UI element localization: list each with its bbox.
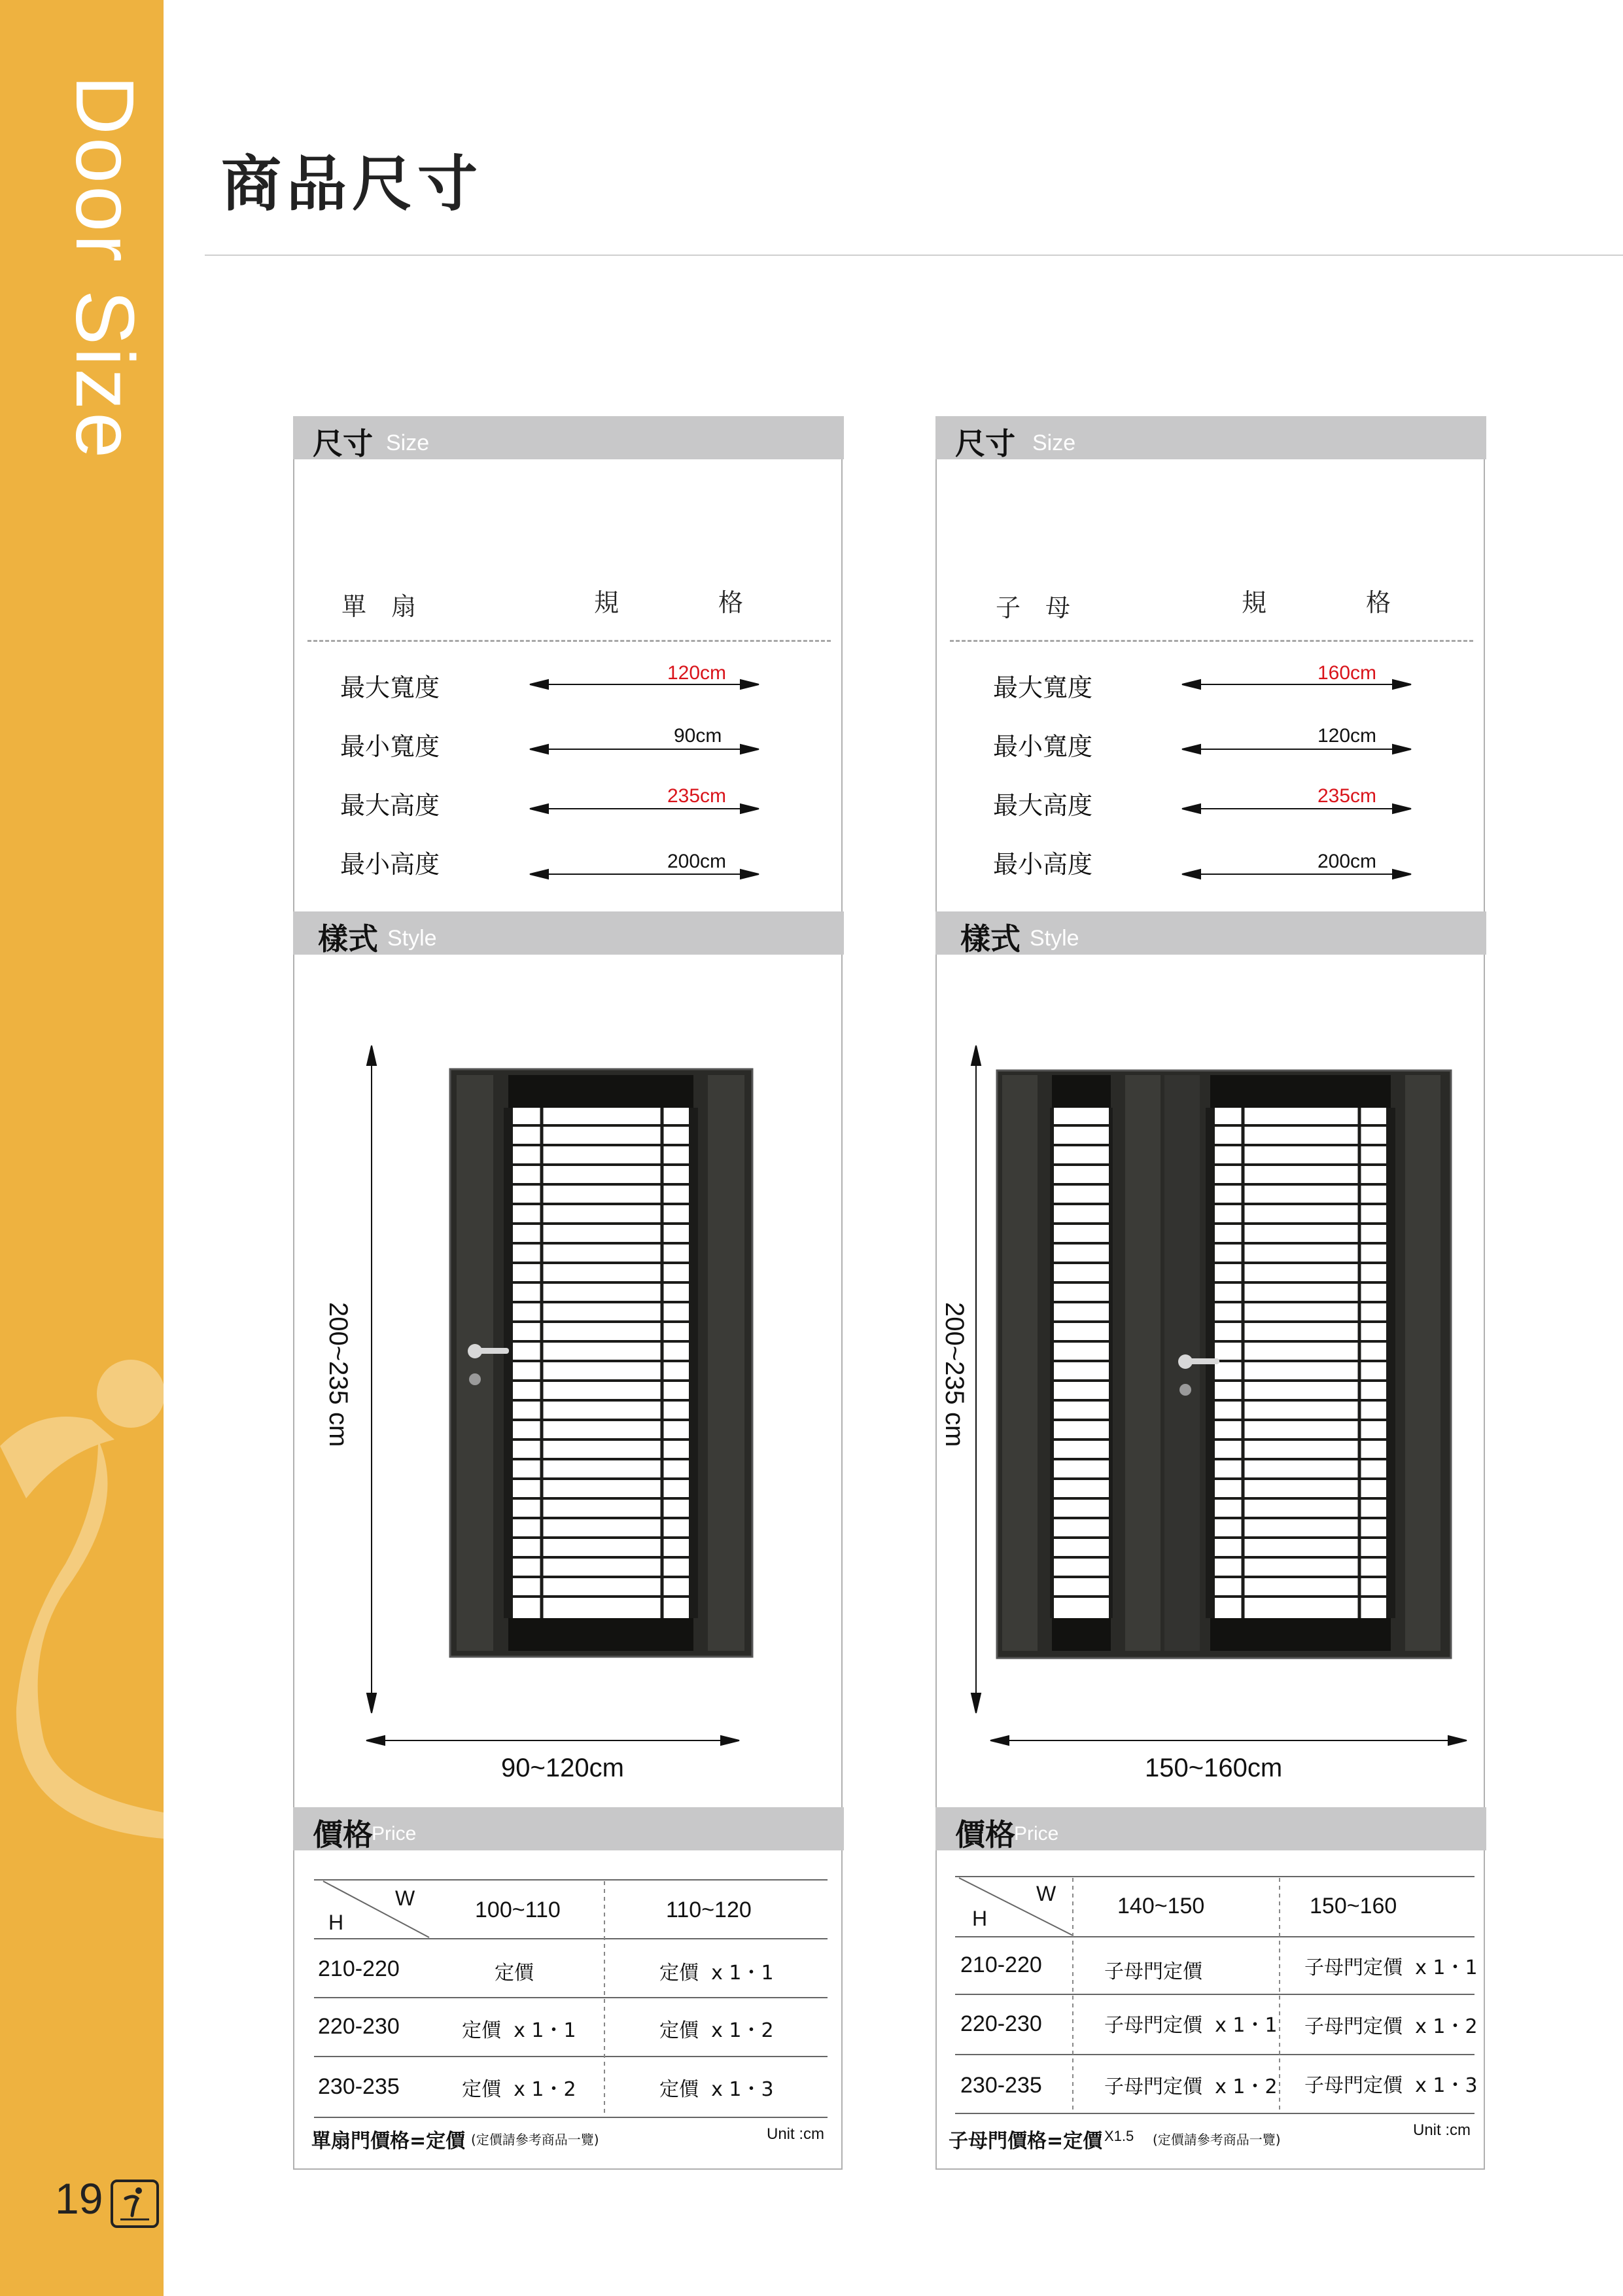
table-cell: 定價 x 1・1 [462, 2019, 576, 2042]
table-row-header: 230-235 [960, 2073, 1042, 2098]
price-table-lines [937, 417, 1486, 2171]
price-footer-note: (定價請參考商品一覽) [471, 2132, 599, 2147]
spec-label: 最大高度 [340, 791, 440, 820]
table-cell: 定價 [495, 1962, 534, 1985]
table-w-label: W [1036, 1882, 1056, 1905]
person-silhouette-icon [0, 1341, 164, 1865]
table-column-header: 140~150 [1117, 1894, 1205, 1918]
spec-value: 235cm [667, 785, 727, 807]
width-dimension: 150~160cm [1145, 1754, 1283, 1782]
table-cell: 子母門定價 x 1・2 [1304, 2015, 1478, 2038]
table-w-label: W [395, 1886, 415, 1910]
table-cell: 定價 x 1・2 [659, 2019, 774, 2042]
table-cell: 子母門定價 [1104, 1960, 1202, 1983]
table-row-header: 210-220 [318, 1956, 400, 1981]
width-dimension: 90~120cm [501, 1754, 624, 1782]
section-style-label-en: Style [1030, 926, 1079, 951]
spec-label: 最小寬度 [340, 732, 440, 761]
spec-label: 最小寬度 [993, 732, 1093, 761]
table-cell: 定價 x 1・3 [659, 2078, 774, 2101]
spec-value: 120cm [667, 662, 727, 684]
table-column-header: 150~160 [1310, 1894, 1397, 1918]
price-footer-note: (定價請參考商品一覽) [1153, 2132, 1281, 2147]
unit-label: Unit :cm [767, 2125, 825, 2143]
page-number: 19 [55, 2174, 103, 2223]
spec-value: 90cm [674, 725, 722, 747]
spec-value: 160cm [1318, 662, 1377, 684]
spec-label: 最小高度 [993, 850, 1093, 879]
table-row-header: 220-230 [318, 2014, 400, 2039]
section-price-label: 價格 [313, 1817, 373, 1852]
section-size-label-en: Size [1032, 431, 1076, 455]
table-row-header: 220-230 [960, 2011, 1042, 2036]
table-row-header: 230-235 [318, 2074, 400, 2099]
spec-column-heading: 規 格 [594, 588, 744, 617]
price-footer-factor: X1.5 [1104, 2128, 1134, 2144]
price-table-lines [294, 417, 844, 2171]
spec-label: 最小高度 [340, 850, 440, 879]
section-price-label-en: Price [372, 1823, 417, 1845]
spec-value: 200cm [1318, 851, 1377, 872]
section-size-label-en: Size [386, 431, 430, 455]
section-style-label-en: Style [387, 926, 437, 951]
brand-logo-icon [110, 2179, 160, 2229]
title-divider [205, 255, 1623, 256]
section-price-label: 價格 [955, 1817, 1015, 1852]
table-h-label: H [328, 1911, 344, 1934]
panel-single-door [293, 416, 843, 2170]
price-footer-formula: 子母門價格=定價 [949, 2130, 1103, 2153]
spec-value: 200cm [667, 851, 727, 872]
spec-label: 最大高度 [993, 791, 1093, 820]
table-row-header: 210-220 [960, 1952, 1042, 1977]
section-size-label: 尺寸 [955, 426, 1015, 461]
section-style-label: 樣式 [960, 921, 1021, 957]
table-column-header: 110~120 [666, 1898, 752, 1922]
table-h-label: H [972, 1907, 988, 1930]
spec-type-heading: 子 母 [996, 593, 1071, 622]
table-cell: 子母門定價 x 1・1 [1104, 2014, 1278, 2037]
table-cell: 定價 x 1・1 [659, 1962, 774, 1985]
sidebar [0, 0, 164, 2296]
table-cell: 子母門定價 x 1・2 [1104, 2075, 1278, 2098]
table-cell: 子母門定價 x 1・3 [1304, 2074, 1478, 2097]
spec-type-heading: 單 扇 [341, 592, 417, 621]
unit-label: Unit :cm [1413, 2121, 1471, 2139]
spec-column-heading: 規 格 [1242, 588, 1391, 617]
spec-label: 最大寬度 [993, 673, 1093, 702]
spec-value: 235cm [1318, 785, 1377, 807]
section-style-label: 樣式 [318, 921, 378, 957]
section-price-label-en: Price [1014, 1823, 1059, 1845]
panel-double-door [935, 416, 1485, 2170]
table-column-header: 100~110 [475, 1898, 561, 1922]
table-cell: 子母門定價 x 1・1 [1304, 1956, 1478, 1979]
spec-value: 120cm [1318, 725, 1377, 747]
page-title: 商品尺寸 [221, 149, 483, 219]
section-size-label: 尺寸 [313, 426, 373, 461]
sidebar-title: Door Size [59, 75, 151, 461]
height-dimension: 200~235 cm [324, 1302, 353, 1447]
spec-label: 最大寬度 [340, 673, 440, 702]
table-cell: 定價 x 1・2 [462, 2078, 576, 2101]
height-dimension: 200~235 cm [940, 1302, 969, 1447]
price-footer-formula: 單扇門價格=定價 [311, 2130, 466, 2153]
